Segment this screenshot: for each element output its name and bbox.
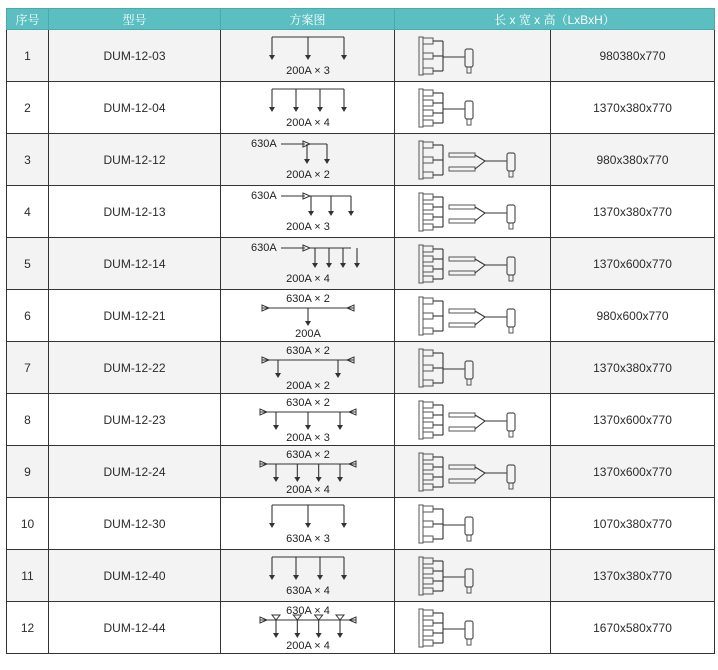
bushing-shape (423, 204, 433, 210)
cell-dims: 1370x380x770 (551, 342, 715, 394)
arrow-down-icon (273, 425, 279, 430)
arrow-down-icon (341, 575, 347, 580)
cable-shape (449, 427, 475, 431)
arrow-down-icon (273, 477, 279, 482)
cell-model: DUM-12-14 (49, 238, 221, 290)
connector-line (475, 421, 485, 429)
cell-model: DUM-12-22 (49, 342, 221, 394)
scheme-in-label: 630A (250, 242, 277, 254)
scheme-top-label: 630A × 2 (285, 449, 330, 461)
table-row (7, 238, 715, 290)
connector-line (475, 311, 485, 317)
cell-scheme (221, 134, 395, 186)
arrow-down-icon (305, 321, 311, 326)
scheme-diagram (223, 447, 393, 496)
connector-line (475, 317, 485, 325)
bushing-shape (423, 157, 433, 163)
scheme-diagram (223, 135, 393, 184)
connector-line (475, 473, 485, 481)
unit-thumbnail (413, 605, 533, 651)
arrow-down-icon (315, 633, 321, 638)
unit-thumbnail (413, 85, 533, 131)
arrow-down-icon (341, 107, 347, 112)
bushing-shape (423, 432, 433, 438)
arrow-down-icon (337, 425, 343, 430)
panel-plate (419, 505, 423, 543)
arrow-down-icon (324, 159, 330, 164)
cable-shape (449, 465, 475, 469)
table-row (7, 498, 715, 550)
bushing-shape (423, 474, 433, 480)
unit-thumbnail (413, 189, 533, 235)
elbow-connector-shape (507, 205, 515, 223)
cell-scheme (221, 602, 395, 654)
elbow-connector-shape (465, 101, 473, 119)
cell-scheme (221, 290, 395, 342)
cell-dims: 1370x600x770 (551, 446, 715, 498)
elbow-tail-shape (509, 327, 513, 333)
cell-thumbnail (395, 342, 551, 394)
unit-thumbnail (413, 449, 533, 495)
unit-thumbnail (413, 241, 533, 287)
cell-dims: 1370x380x770 (551, 186, 715, 238)
cell-model: DUM-12-30 (49, 498, 221, 550)
scheme-diagram (223, 499, 393, 548)
cell-dims: 1370x600x770 (551, 394, 715, 446)
scheme-diagram (223, 291, 393, 340)
scheme-diagram (223, 395, 393, 444)
elbow-tail-shape (509, 275, 513, 281)
cell-index: 1 (7, 30, 49, 82)
scheme-top-label: 630A × 2 (285, 397, 330, 409)
cell-index: 3 (7, 134, 49, 186)
cell-index: 10 (7, 498, 49, 550)
scheme-in-label: 630A (250, 190, 277, 202)
elbow-tail-shape (467, 67, 471, 73)
arrow-down-icon (269, 523, 275, 528)
bushing-shape (423, 484, 433, 490)
arrow-down-icon (315, 477, 321, 482)
scheme-diagram (223, 239, 393, 288)
scheme-bottom-label: 200A × 3 (285, 221, 330, 233)
cell-thumbnail (395, 446, 551, 498)
scheme-bottom-label: 200A × 4 (285, 273, 330, 285)
bushing-shape (423, 38, 433, 44)
cell-thumbnail (395, 550, 551, 602)
cell-thumbnail (395, 602, 551, 654)
cable-shape (449, 167, 475, 171)
bushing-shape (423, 266, 433, 272)
arrow-down-icon (305, 425, 311, 430)
scheme-bottom-label: 200A × 4 (285, 640, 330, 652)
panel-plate (419, 193, 423, 231)
cell-scheme (221, 446, 395, 498)
arrow-down-icon (328, 211, 334, 216)
scheme-diagram (223, 83, 393, 132)
scheme-bottom-label: 200A × 2 (285, 380, 330, 392)
bushing-shape (423, 412, 433, 418)
arrow-down-icon (341, 523, 347, 528)
panel-plate (419, 89, 423, 127)
bushing-shape (423, 53, 433, 59)
cell-model: DUM-12-40 (49, 550, 221, 602)
scheme-diagram (223, 31, 393, 80)
bushing-shape (423, 246, 433, 252)
scheme-bottom-label: 200A × 4 (285, 484, 330, 496)
bushing-shape (423, 506, 433, 512)
cell-scheme (221, 30, 395, 82)
elbow-connector-shape (465, 361, 473, 379)
bushing-shape (423, 558, 433, 564)
cable-shape (449, 257, 475, 261)
connector-line (475, 415, 485, 421)
bushing-shape (423, 194, 433, 200)
arrow-down-icon (317, 107, 323, 112)
bushing-shape (423, 120, 433, 126)
bushing-shape (423, 402, 433, 408)
bushing-shape (423, 422, 433, 428)
bushing-shape (423, 313, 433, 319)
arrow-down-icon (293, 107, 299, 112)
scheme-top-label: 630A × 2 (285, 345, 330, 357)
cable-shape (449, 271, 475, 275)
scheme-diagram (223, 187, 393, 236)
table-row (7, 186, 715, 238)
arrow-down-icon (341, 55, 347, 60)
cell-scheme (221, 498, 395, 550)
elbow-tail-shape (467, 639, 471, 645)
cell-thumbnail (395, 30, 551, 82)
elbow-tail-shape (509, 171, 513, 177)
arrow-down-icon (272, 615, 280, 620)
cell-thumbnail (395, 498, 551, 550)
elbow-connector-shape (507, 413, 515, 431)
cell-model: DUM-12-12 (49, 134, 221, 186)
elbow-connector-shape (465, 621, 473, 639)
cable-shape (449, 309, 475, 313)
elbow-connector-shape (507, 465, 515, 483)
bushing-shape (423, 100, 433, 106)
panel-plate (419, 401, 423, 439)
panel-plate (419, 245, 423, 283)
scheme-bottom-label: 200A × 3 (285, 65, 330, 77)
scheme-bottom-label: 630A × 4 (285, 585, 330, 597)
panel-plate (419, 37, 423, 75)
table-row (7, 134, 715, 186)
elbow-tail-shape (467, 587, 471, 593)
arrow-down-icon (337, 477, 343, 482)
connector-line (475, 259, 485, 265)
cable-shape (449, 153, 475, 157)
cell-index: 8 (7, 394, 49, 446)
cell-scheme (221, 82, 395, 134)
arrow-down-icon (308, 211, 314, 216)
table-row (7, 394, 715, 446)
scheme-bottom-label: 200A × 2 (285, 169, 330, 181)
bushing-shape (423, 630, 433, 636)
cell-scheme (221, 394, 395, 446)
cable-shape (449, 413, 475, 417)
cell-index: 4 (7, 186, 49, 238)
cell-dims: 1370x600x770 (551, 238, 715, 290)
table-row (7, 446, 715, 498)
scheme-bottom-label: 200A × 3 (285, 432, 330, 444)
arrow-down-icon (269, 55, 275, 60)
table-row (7, 82, 715, 134)
cell-scheme (221, 342, 395, 394)
scheme-diagram (223, 603, 393, 652)
elbow-connector-shape (507, 153, 515, 171)
cell-thumbnail (395, 290, 551, 342)
elbow-tail-shape (509, 483, 513, 489)
connector-line (475, 467, 485, 473)
cell-scheme (221, 186, 395, 238)
table-row (7, 550, 715, 602)
cell-thumbnail (395, 134, 551, 186)
elbow-tail-shape (467, 379, 471, 385)
cell-thumbnail (395, 186, 551, 238)
cable-shape (449, 219, 475, 223)
bushing-shape (423, 110, 433, 116)
bushing-shape (423, 142, 433, 148)
unit-thumbnail (413, 397, 533, 443)
bushing-shape (423, 214, 433, 220)
bushing-shape (423, 536, 433, 542)
cell-thumbnail (395, 238, 551, 290)
connector-line (475, 161, 485, 169)
elbow-tail-shape (509, 431, 513, 437)
bushing-shape (423, 521, 433, 527)
unit-thumbnail (413, 137, 533, 183)
header-dims: 长 x 宽 x 高（LxBxH） (395, 9, 715, 30)
cell-index: 6 (7, 290, 49, 342)
elbow-tail-shape (509, 223, 513, 229)
cell-model: DUM-12-24 (49, 446, 221, 498)
connector-line (475, 213, 485, 221)
arrow-down-icon (348, 211, 354, 216)
arrow-down-icon (312, 263, 318, 268)
table-header (7, 9, 715, 30)
panel-plate (419, 557, 423, 595)
arrow-down-icon (294, 477, 300, 482)
bushing-shape (423, 620, 433, 626)
cell-index: 2 (7, 82, 49, 134)
scheme-top-label: 630A × 2 (285, 293, 330, 305)
panel-plate (419, 297, 423, 335)
arrow-down-icon (335, 373, 341, 378)
bushing-shape (423, 68, 433, 74)
elbow-connector-shape (465, 569, 473, 587)
table-row (7, 602, 715, 654)
cell-scheme (221, 238, 395, 290)
bushing-shape (423, 256, 433, 262)
bushing-shape (423, 568, 433, 574)
cell-dims: 980x380x770 (551, 134, 715, 186)
connector-line (475, 265, 485, 273)
scheme-in-label: 630A (250, 138, 277, 150)
elbow-tail-shape (467, 119, 471, 125)
arrow-down-icon (354, 263, 360, 268)
cell-scheme (221, 550, 395, 602)
cable-shape (449, 479, 475, 483)
connector-line (475, 155, 485, 161)
table-row (7, 290, 715, 342)
bushing-shape (423, 172, 433, 178)
bushing-shape (423, 640, 433, 646)
cell-index: 9 (7, 446, 49, 498)
bushing-shape (423, 328, 433, 334)
panel-plate (419, 141, 423, 179)
cable-shape (449, 205, 475, 209)
arrow-down-icon (304, 159, 310, 164)
table-row (7, 30, 715, 82)
scheme-bottom-label: 200A (294, 328, 321, 340)
bushing-shape (423, 454, 433, 460)
header-scheme: 方案图 (221, 9, 395, 30)
scheme-top-label: 630A × 4 (285, 605, 330, 617)
cell-thumbnail (395, 82, 551, 134)
bushing-shape (423, 464, 433, 470)
elbow-connector-shape (507, 257, 515, 275)
scheme-bottom-label: 630A × 3 (285, 533, 330, 545)
scheme-bottom-label: 200A × 4 (285, 117, 330, 129)
arrow-down-icon (269, 575, 275, 580)
unit-thumbnail (413, 293, 533, 339)
bushing-shape (423, 578, 433, 584)
cable-shape (449, 323, 475, 327)
panel-plate (419, 453, 423, 491)
table-row (7, 342, 715, 394)
elbow-connector-shape (507, 309, 515, 327)
cell-dims: 980x600x770 (551, 290, 715, 342)
bushing-shape (423, 298, 433, 304)
cell-index: 11 (7, 550, 49, 602)
arrow-down-icon (269, 107, 275, 112)
cell-model: DUM-12-13 (49, 186, 221, 238)
bushing-shape (423, 90, 433, 96)
cell-model: DUM-12-21 (49, 290, 221, 342)
cell-index: 5 (7, 238, 49, 290)
bushing-shape (423, 276, 433, 282)
header-model: 型号 (49, 9, 221, 30)
arrow-down-icon (273, 633, 279, 638)
arrow-down-icon (293, 575, 299, 580)
bushing-shape (423, 224, 433, 230)
cell-model: DUM-12-03 (49, 30, 221, 82)
bushing-shape (423, 365, 433, 371)
panel-plate (419, 349, 423, 387)
arrow-down-icon (275, 373, 281, 378)
cell-index: 12 (7, 602, 49, 654)
cell-model: DUM-12-23 (49, 394, 221, 446)
arrow-down-icon (305, 523, 311, 528)
cell-dims: 1670x580x770 (551, 602, 715, 654)
arrow-down-icon (305, 55, 311, 60)
panel-plate (419, 609, 423, 647)
cell-dims: 980380x770 (551, 30, 715, 82)
unit-thumbnail (413, 553, 533, 599)
arrow-down-icon (340, 263, 346, 268)
product-table (6, 8, 715, 654)
cell-index: 7 (7, 342, 49, 394)
unit-thumbnail (413, 501, 533, 547)
connector-line (475, 207, 485, 213)
arrow-down-icon (326, 263, 332, 268)
bushing-shape (423, 380, 433, 386)
scheme-diagram (223, 551, 393, 600)
arrow-down-icon (337, 633, 343, 638)
scheme-diagram (223, 343, 393, 392)
cell-dims: 1370x380x770 (551, 550, 715, 602)
cell-model: DUM-12-44 (49, 602, 221, 654)
arrow-down-icon (336, 615, 344, 620)
cell-dims: 1070x380x770 (551, 498, 715, 550)
unit-thumbnail (413, 33, 533, 79)
elbow-connector-shape (465, 49, 473, 67)
bushing-shape (423, 610, 433, 616)
elbow-tail-shape (467, 535, 471, 541)
unit-thumbnail (413, 345, 533, 391)
bushing-shape (423, 588, 433, 594)
header-index: 序号 (7, 9, 49, 30)
cell-dims: 1370x380x770 (551, 82, 715, 134)
arrow-down-icon (294, 633, 300, 638)
cell-thumbnail (395, 394, 551, 446)
bushing-shape (423, 350, 433, 356)
cell-model: DUM-12-04 (49, 82, 221, 134)
arrow-down-icon (317, 575, 323, 580)
elbow-connector-shape (465, 517, 473, 535)
